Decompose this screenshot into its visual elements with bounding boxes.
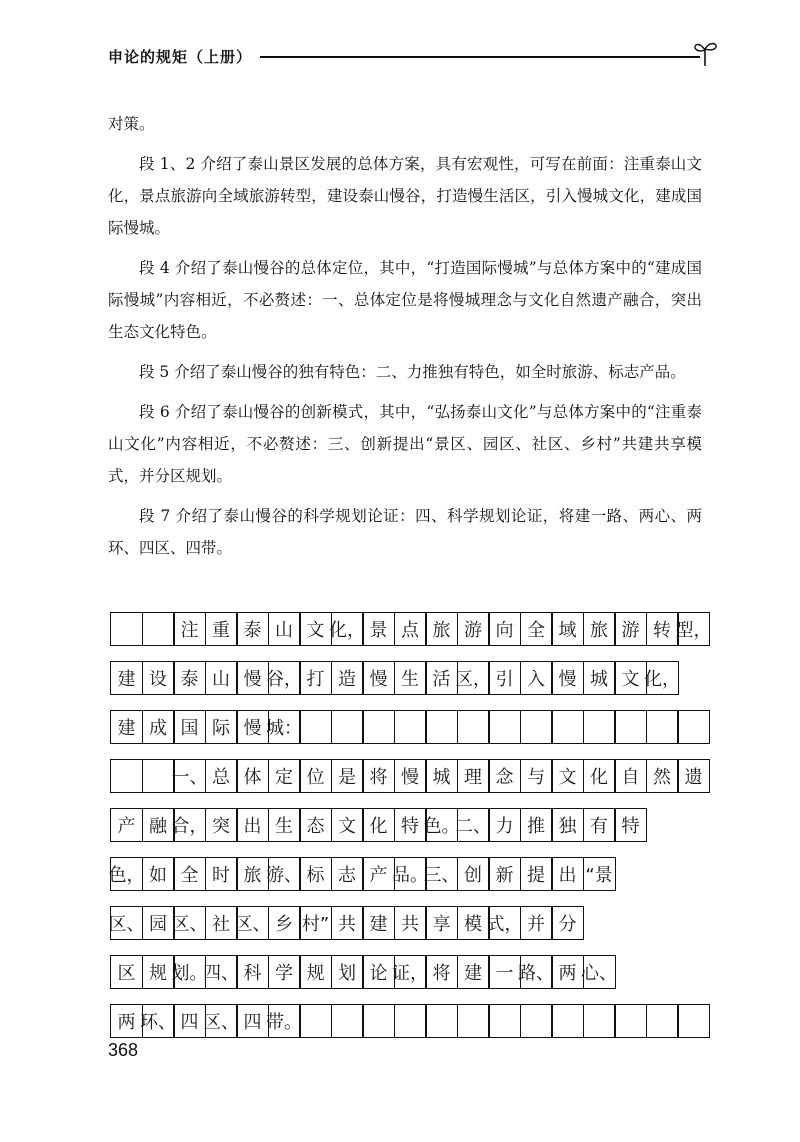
grid-cell: 一 [488,955,521,989]
grid-cell: 享 [425,906,458,940]
grid-cell [425,1004,458,1038]
grid-cell: 特 [614,808,647,842]
grid-cell: 共 [331,906,364,940]
grid-cell: 化， [331,612,364,646]
grid-cell: 城： [268,710,301,744]
grid-cell: 与 [520,759,553,793]
grid-cell: 旅 [583,612,616,646]
grid-cell: 产 [110,808,143,842]
grid-cell: 态 [299,808,332,842]
grid-cell: 分 [551,906,584,940]
running-header [108,44,718,70]
grid-cell: 规 [142,955,175,989]
grid-cell: 将 [425,955,458,989]
grid-cell: 出 [236,808,269,842]
grid-cell: 社 [205,906,238,940]
grid-cell: 色。 [425,808,458,842]
grid-cell: 全 [173,857,206,891]
body-text [108,108,702,572]
grid-cell: 向 [488,612,521,646]
grid-cell [110,759,143,793]
grid-cell: 游、 [268,857,301,891]
grid-cell [299,710,332,744]
grid-cell: 化 [583,759,616,793]
grid-cell: 文 [331,808,364,842]
grid-cell: 一、 [173,759,206,793]
grid-cell: 活 [425,661,458,695]
grid-cell: 造 [331,661,364,695]
grid-cell [583,1004,616,1038]
grid-cell: 如 [142,857,175,891]
grid-cell: 突 [205,808,238,842]
grid-cell: 然 [646,759,679,793]
grid-cell [520,710,553,744]
grid-cell: 特 [394,808,427,842]
grid-cell: 产 [362,857,395,891]
grid-cell [425,710,458,744]
page-number: 368 [108,1040,139,1060]
grid-cell: 村” [299,906,332,940]
grid-cell [551,1004,584,1038]
grid-cell [331,1004,364,1038]
paragraph: 段 5 介绍了泰山慢谷的独有特色：二、力推独有特色，如全时旅游、标志产品。 [139,363,686,381]
grid-cell [646,710,679,744]
grid-cell: 学 [268,955,301,989]
grid-cell: 设 [142,661,175,695]
grid-cell: 融 [142,808,175,842]
grid-cell: 区、 [236,906,269,940]
sprout-icon [692,38,718,68]
grid-cell: 将 [362,759,395,793]
grid-cell: 文 [614,661,647,695]
grid-cell: 二、 [457,808,490,842]
grid-cell: 山 [205,661,238,695]
grid-cell [677,1004,710,1038]
grid-cell: 游 [614,612,647,646]
grid-cell: 区、 [205,1004,238,1038]
grid-cell: 域 [551,612,584,646]
grid-cell: 创 [457,857,490,891]
header-title: 申论的规矩（上册） [108,48,253,66]
grid-cell: 生 [394,661,427,695]
grid-cell: 式， [488,906,521,940]
grid-cell [110,612,143,646]
grid-cell: 总 [205,759,238,793]
grid-cell [299,1004,332,1038]
grid-cell: 建 [457,955,490,989]
grid-cell: 志 [331,857,364,891]
grid-cell: 文 [551,759,584,793]
grid-row [110,759,710,793]
grid-cell: 环、 [142,1004,175,1038]
grid-cell: 旅 [236,857,269,891]
grid-cell: 文 [299,612,332,646]
grid-cell: 生 [268,808,301,842]
grid-row [110,906,710,940]
grid-cell: 转 [646,612,679,646]
header-rule [260,56,700,58]
grid-cell: 化 [362,808,395,842]
grid-cell [583,710,616,744]
grid-cell: 四 [173,1004,206,1038]
grid-cell [362,710,395,744]
grid-cell: 全 [520,612,553,646]
grid-cell: 独 [551,808,584,842]
grid-cell: 划。 [173,955,206,989]
grid-cell: 规 [299,955,332,989]
grid-cell [142,612,175,646]
grid-cell: 定 [268,759,301,793]
grid-cell: 园 [142,906,175,940]
grid-cell: 模 [457,906,490,940]
grid-cell: 打 [299,661,332,695]
grid-cell: 慢 [394,759,427,793]
grid-cell: 体 [236,759,269,793]
grid-cell [614,710,647,744]
grid-cell: 念 [488,759,521,793]
grid-cell [488,710,521,744]
grid-row [110,612,710,646]
grid-cell [331,710,364,744]
grid-cell: 引 [488,661,521,695]
grid-row [110,710,710,744]
grid-cell: 建 [362,906,395,940]
grid-cell: 际 [205,710,238,744]
grid-cell [520,1004,553,1038]
grid-cell: 泰 [236,612,269,646]
grid-cell: 乡 [268,906,301,940]
grid-cell [457,1004,490,1038]
grid-cell: 重 [205,612,238,646]
paragraph: 段 6 介绍了泰山慢谷的创新模式，其中，“弘扬泰山文化”与总体方案中的“注重泰山文化”内容相近，不必赘述：三、创新提出“景区、园区、社区、乡村”共建共享模式，并分区规划。 [108,403,702,485]
grid-cell: 位 [299,759,332,793]
grid-cell: 城 [425,759,458,793]
grid-cell: 合， [173,808,206,842]
grid-cell: 泰 [173,661,206,695]
grid-cell: 遗 [677,759,710,793]
paragraph: 对策。 [108,115,155,133]
grid-cell: 化， [646,661,679,695]
paragraph: 段 4 介绍了泰山慢谷的总体定位，其中，“打造国际慢城”与总体方案中的“建成国际慢城”内容相近，不必赘述：一、总体定位是将慢城理念与文化自然遗产融合，突出生态文化特色。 [108,259,702,341]
grid-cell: 标 [299,857,332,891]
grid-cell: 型， [677,612,710,646]
grid-cell: 划 [331,955,364,989]
grid-cell: 建 [110,710,143,744]
grid-cell: 并 [520,906,553,940]
grid-cell: 四 [236,1004,269,1038]
grid-cell: 推 [520,808,553,842]
grid-cell: 区 [110,955,143,989]
grid-cell: 慢 [236,710,269,744]
grid-cell: 路、 [520,955,553,989]
grid-cell: 城 [583,661,616,695]
grid-cell [457,710,490,744]
grid-cell: 慢 [362,661,395,695]
grid-cell: 科 [236,955,269,989]
grid-cell: 心、 [583,955,616,989]
grid-cell: 论 [362,955,395,989]
grid-cell: 区、 [173,906,206,940]
grid-cell: 时 [205,857,238,891]
grid-cell: 品。 [394,857,427,891]
paragraph: 段 7 介绍了泰山慢谷的科学规划论证：四、科学规划论证，将建一路、两心、两环、四区、四带。 [108,507,702,557]
grid-cell: 国 [173,710,206,744]
grid-cell: 带。 [268,1004,301,1038]
grid-cell: 注 [173,612,206,646]
grid-cell: 游 [457,612,490,646]
grid-row [110,1004,710,1038]
grid-cell: 景 [362,612,395,646]
grid-row [110,661,710,695]
grid-cell: 新 [488,857,521,891]
grid-cell [551,710,584,744]
grid-cell [488,1004,521,1038]
grid-cell: 理 [457,759,490,793]
grid-cell: 建 [110,661,143,695]
grid-cell: 是 [331,759,364,793]
grid-cell: 入 [520,661,553,695]
grid-cell [394,710,427,744]
grid-row [110,808,710,842]
grid-cell: 旅 [425,612,458,646]
grid-cell [646,1004,679,1038]
grid-cell: 区、 [110,906,143,940]
grid-row [110,857,710,891]
paragraph: 段 1、2 介绍了泰山景区发展的总体方案，具有宏观性，可写在前面：注重泰山文化，景点旅游向全域旅游转型，建设泰山慢谷，打造慢生活区，引入慢城文化，建成国际慢城。 [108,155,702,237]
grid-cell [362,1004,395,1038]
answer-grid [110,612,710,1053]
grid-cell [394,1004,427,1038]
grid-cell: 谷， [268,661,301,695]
grid-cell: 区， [457,661,490,695]
grid-cell: 两 [551,955,584,989]
grid-cell: 色， [110,857,143,891]
grid-cell [142,759,175,793]
grid-cell: 慢 [236,661,269,695]
grid-cell: 慢 [551,661,584,695]
grid-cell: 提 [520,857,553,891]
grid-cell: 有 [583,808,616,842]
grid-row [110,955,710,989]
grid-cell: 自 [614,759,647,793]
grid-cell: 共 [394,906,427,940]
grid-cell: 三、 [425,857,458,891]
grid-cell: 出 [551,857,584,891]
grid-cell: 成 [142,710,175,744]
grid-cell: 点 [394,612,427,646]
grid-cell: 四、 [205,955,238,989]
grid-cell: 力 [488,808,521,842]
grid-cell: 山 [268,612,301,646]
grid-cell [677,710,710,744]
grid-cell: 证， [394,955,427,989]
grid-cell: 两 [110,1004,143,1038]
grid-cell: “景 [583,857,616,891]
grid-cell [614,1004,647,1038]
